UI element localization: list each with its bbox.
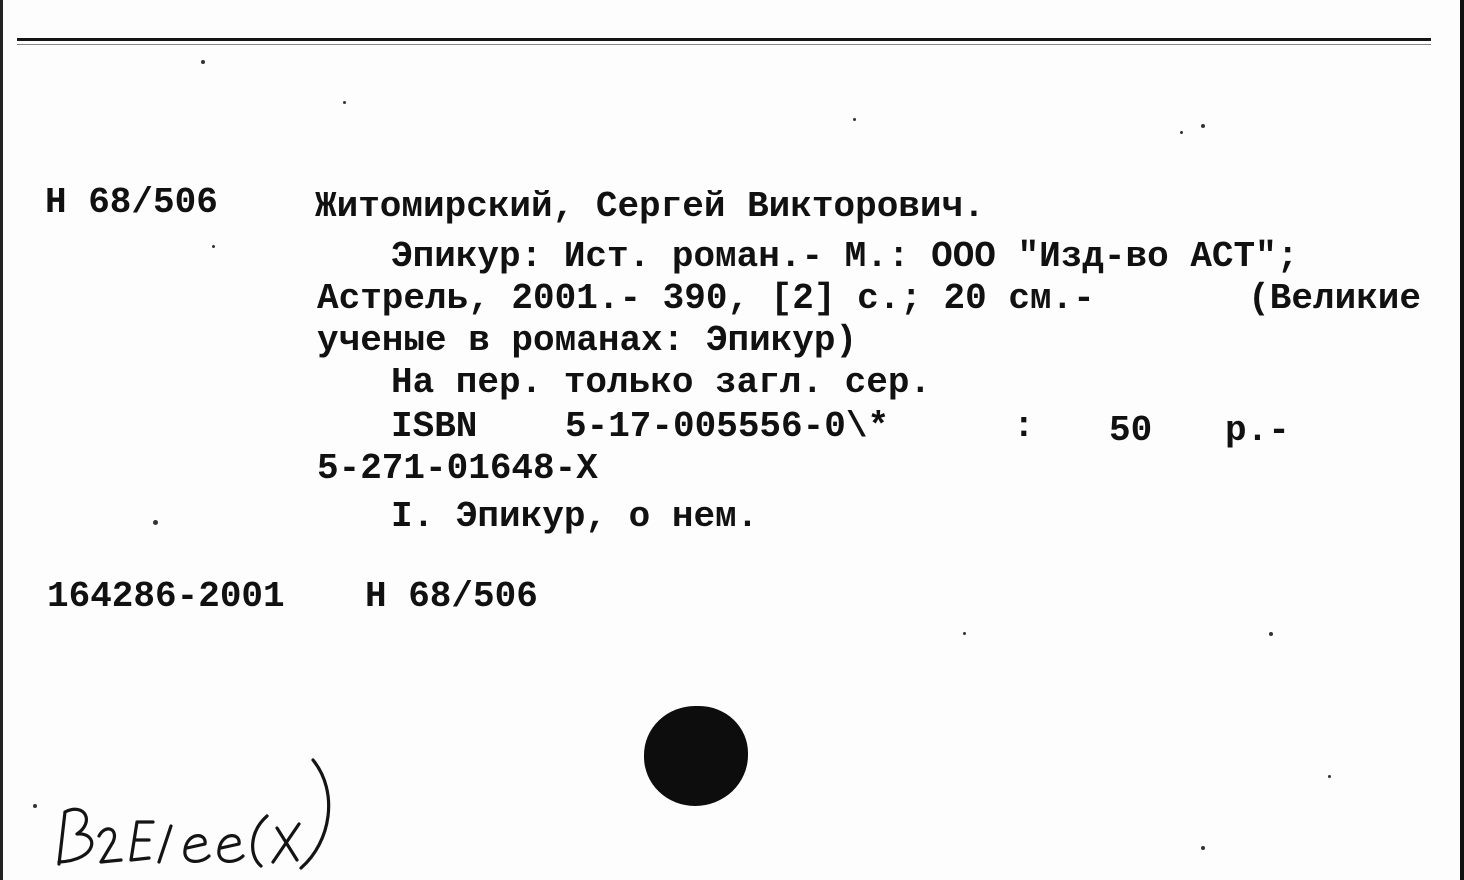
scan-speck xyxy=(853,118,856,121)
scan-speck xyxy=(1328,775,1331,778)
top-rule-thin xyxy=(17,44,1431,45)
scan-speck xyxy=(201,60,205,64)
isbn-label: ISBN xyxy=(391,406,478,447)
series-line: ученые в романах: Эпикур) xyxy=(317,320,858,361)
scan-speck xyxy=(1201,124,1205,128)
author-heading: Житомирский, Сергей Викторович. xyxy=(315,186,985,227)
scan-speck xyxy=(1201,846,1205,850)
isbn-primary: 5-17-005556-0\* xyxy=(565,406,890,447)
scan-speck xyxy=(1269,632,1273,636)
note-line: На пер. только загл. сер. xyxy=(391,362,932,403)
punch-hole xyxy=(644,706,748,806)
scan-speck xyxy=(343,101,346,104)
subject-heading: I. Эпикур, о нем. xyxy=(391,496,759,537)
top-rule xyxy=(17,38,1431,41)
inventory-number: 164286-2001 xyxy=(47,576,285,617)
isbn-secondary: 5-271-01648-X xyxy=(317,448,598,489)
scan-speck xyxy=(33,804,37,808)
imprint-line xyxy=(317,278,1421,320)
price-unit: р.- xyxy=(1225,410,1290,451)
scan-speck xyxy=(153,520,158,525)
imprint-text: Астрель, 2001.- 390, [2] с.; 20 см.- xyxy=(317,278,1095,319)
series-open: (Великие xyxy=(1248,278,1421,319)
scan-speck xyxy=(963,632,966,635)
title-line: Эпикур: Ист. роман.- М.: ООО "Изд-во АСТ"; xyxy=(391,236,1299,277)
scan-speck xyxy=(212,245,215,248)
handwritten-classification xyxy=(55,752,375,870)
scan-speck xyxy=(1180,131,1183,134)
shelf-mark-bottom: Н 68/506 xyxy=(365,576,538,617)
shelf-mark: Н 68/506 xyxy=(45,182,218,223)
price-value: 50 xyxy=(1109,410,1153,451)
isbn-colon: : xyxy=(1013,406,1035,447)
